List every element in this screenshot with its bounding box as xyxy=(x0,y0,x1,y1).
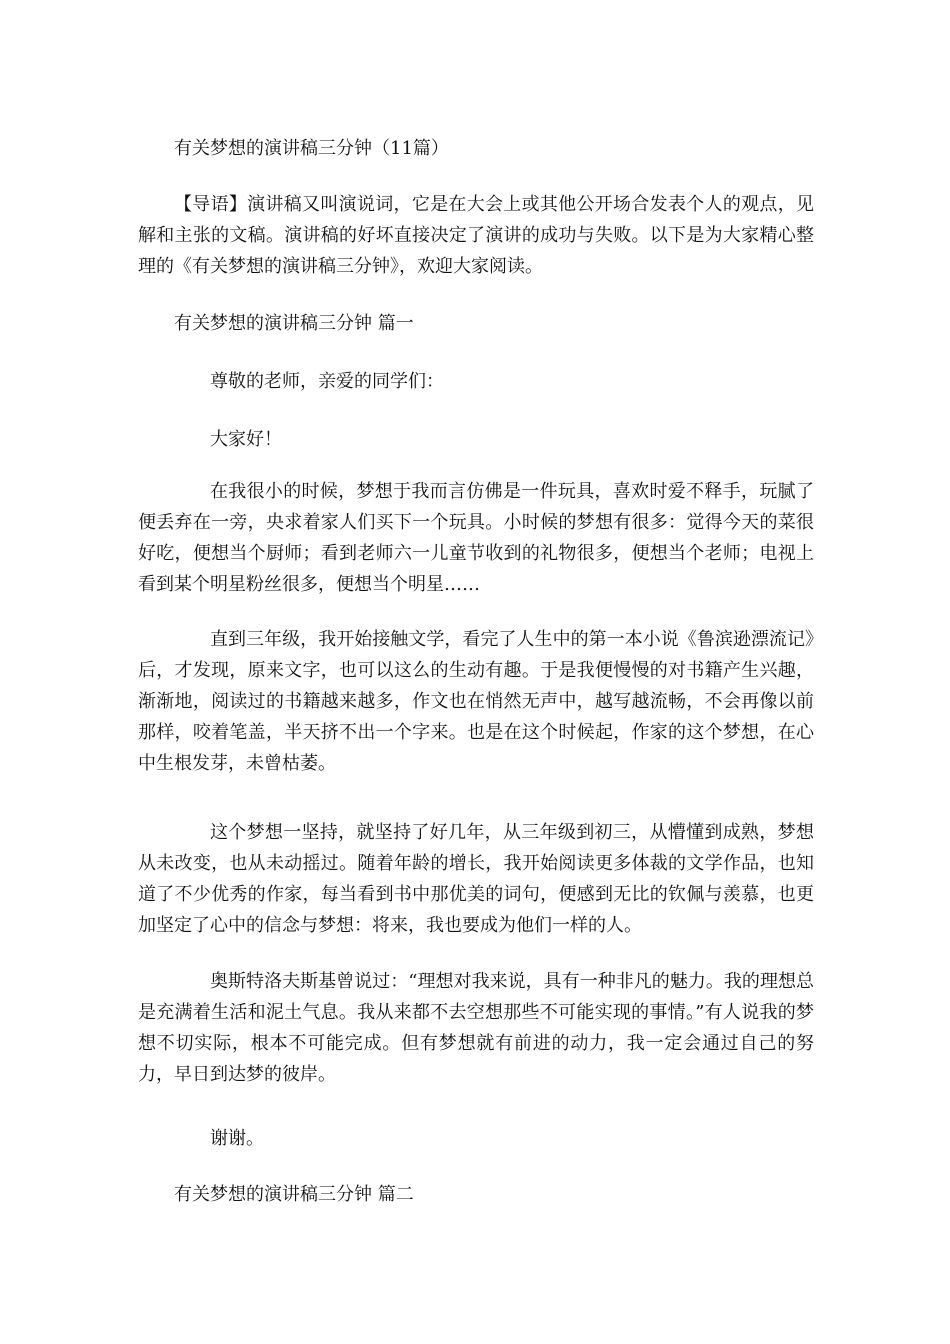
greeting: 大家好！ xyxy=(210,429,282,450)
body-paragraph-2: 直到三年级，我开始接触文学，看完了人生中的第一本小说《鲁滨逊漂流记》后，才发现，原来文字，也可以这么的生动有趣。于是我便慢慢的对书籍产生兴趣，渐渐地，阅读过的书籍越来越多，作文也在悄然无声中，越写越流畅，不会再像以前那样，咬着笔盖，半天挤不出一个字来。也是在这个时候起，作家的这个梦想，在心中生根发芽，未曾枯萎。 xyxy=(138,629,814,774)
section-heading-2: 有关梦想的演讲稿三分钟 篇二 xyxy=(174,1184,414,1205)
salutation: 尊敬的老师，亲爱的同学们： xyxy=(210,371,444,392)
body-paragraph-3: 这个梦想一坚持，就坚持了好几年，从三年级到初三，从懵懂到成熟，梦想从未改变，也从未动摇过。随着年龄的增长，我开始阅读更多体裁的文学作品，也知道了不少优秀的作家，每当看到书中那优美的词句，便感到无比的钦佩与羡慕，也更加坚定了心中的信念与梦想：将来，我也要成为他们一样的人。 xyxy=(138,822,814,936)
section-heading-1: 有关梦想的演讲稿三分钟 篇一 xyxy=(174,313,414,334)
body-paragraph-4: 奥斯特洛夫斯基曾说过：“理想对我来说，具有一种非凡的魅力。我的理想总是充满着生活和泥土气息。我从来都不去空想那些不可能实现的事情。”有人说我的梦想不切实际，根本不可能完成。但有梦想就有前进的动力，我一定会通过自己的努力，早日到达梦的彼岸。 xyxy=(138,971,814,1085)
document-title: 有关梦想的演讲稿三分钟（11篇） xyxy=(174,138,449,159)
closing: 谢谢。 xyxy=(210,1128,264,1149)
body-paragraph-1: 在我很小的时候，梦想于我而言仿佛是一件玩具，喜欢时爱不释手，玩腻了便丢弃在一旁，央求着家人们买下一个玩具。小时候的梦想有很多：觉得今天的菜很好吃，便想当个厨师；看到老师六一儿童节收到的礼物很多，便想当个老师；电视上看到某个明星粉丝很多，便想当个明星…… xyxy=(138,481,814,595)
intro-paragraph: 【导语】演讲稿又叫演说词，它是在大会上或其他公开场合发表个人的观点，见解和主张的文稿。演讲稿的好坏直接决定了演讲的成功与失败。以下是为大家精心整理的《有关梦想的演讲稿三分钟》，欢迎大家阅读。 xyxy=(138,194,814,277)
